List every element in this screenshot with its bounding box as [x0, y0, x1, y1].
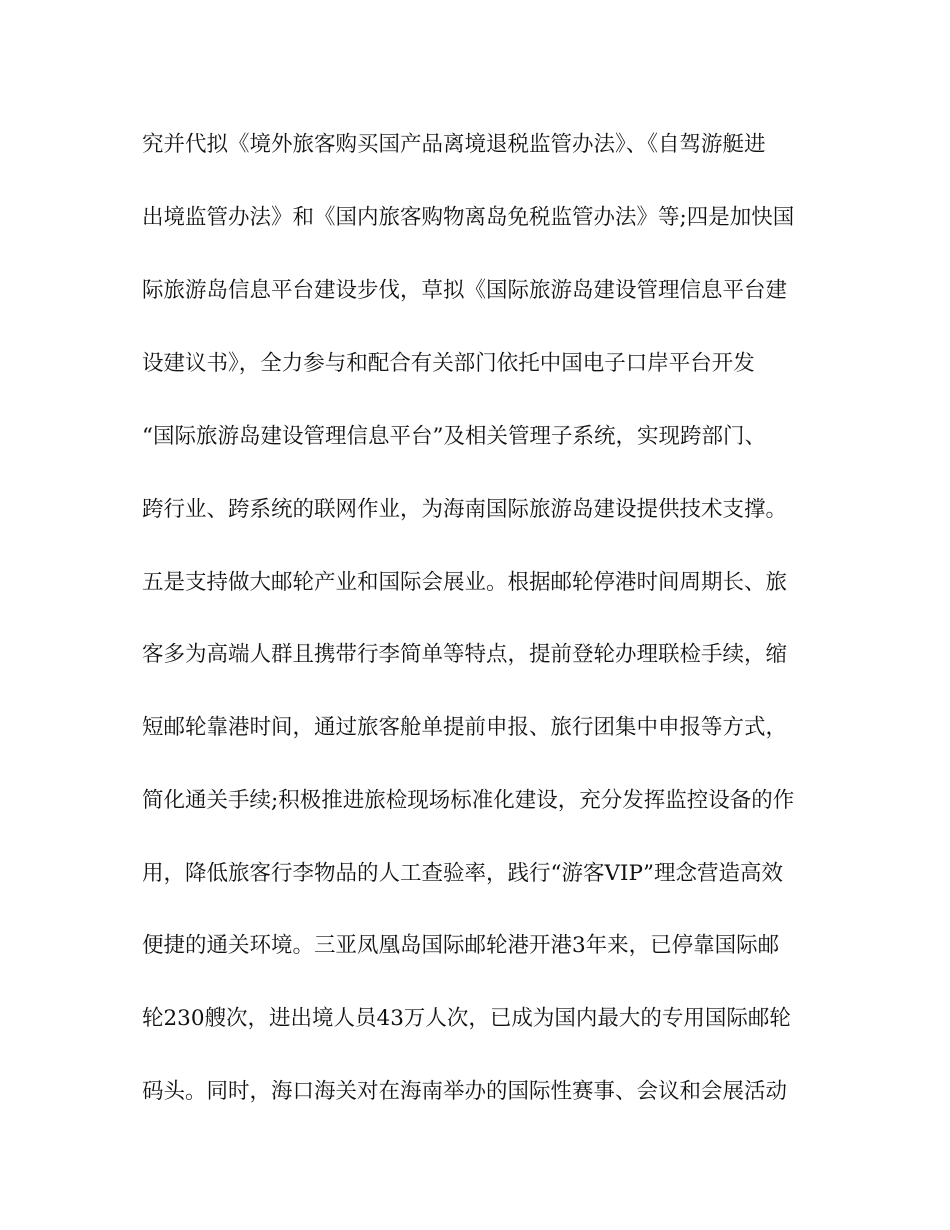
- text-line: 跨行业、跨系统的联网作业，为海南国际旅游岛建设提供技术支撑。: [142, 497, 788, 522]
- text-line: 客多为高端人群且携带行李简单等特点，提前登轮办理联检手续，缩: [142, 642, 788, 667]
- text-line: 便捷的通关环境。三亚凤凰岛国际邮轮港开港3年来，已停靠国际邮: [142, 933, 780, 958]
- text-line: 用，降低旅客行李物品的人工查验率，践行“游客VIP”理念营造高效: [142, 861, 783, 886]
- text-line: “国际旅游岛建设管理信息平台”及相关管理子系统，实现跨部门、: [142, 424, 766, 449]
- text-line: 五是支持做大邮轮产业和国际会展业。根据邮轮停港时间周期长、旅: [142, 570, 788, 595]
- text-line: 短邮轮靠港时间，通过旅客舱单提前申报、旅行团集中申报等方式，: [142, 715, 788, 740]
- text-line: 际旅游岛信息平台建设步伐，草拟《国际旅游岛建设管理信息平台建: [142, 278, 788, 303]
- text-line: 简化通关手续;积极推进旅检现场标准化建设，充分发挥监控设备的作: [142, 788, 795, 813]
- text-line: 出境监管办法》和《国内旅客购物离岛免税监管办法》等;四是加快国: [142, 205, 795, 230]
- text-line: 码头。同时，海口海关对在海南举办的国际性赛事、会议和会展活动: [142, 1079, 788, 1104]
- text-line: 究并代拟《境外旅客购买国产品离境退税监管办法》、《自驾游艇进: [142, 132, 766, 157]
- text-line: 轮230艘次，进出境人员43万人次，已成为国内最大的专用国际邮轮: [142, 1006, 791, 1031]
- text-line: 设建议书》，全力参与和配合有关部门依托中国电子口岸平台开发: [142, 351, 755, 376]
